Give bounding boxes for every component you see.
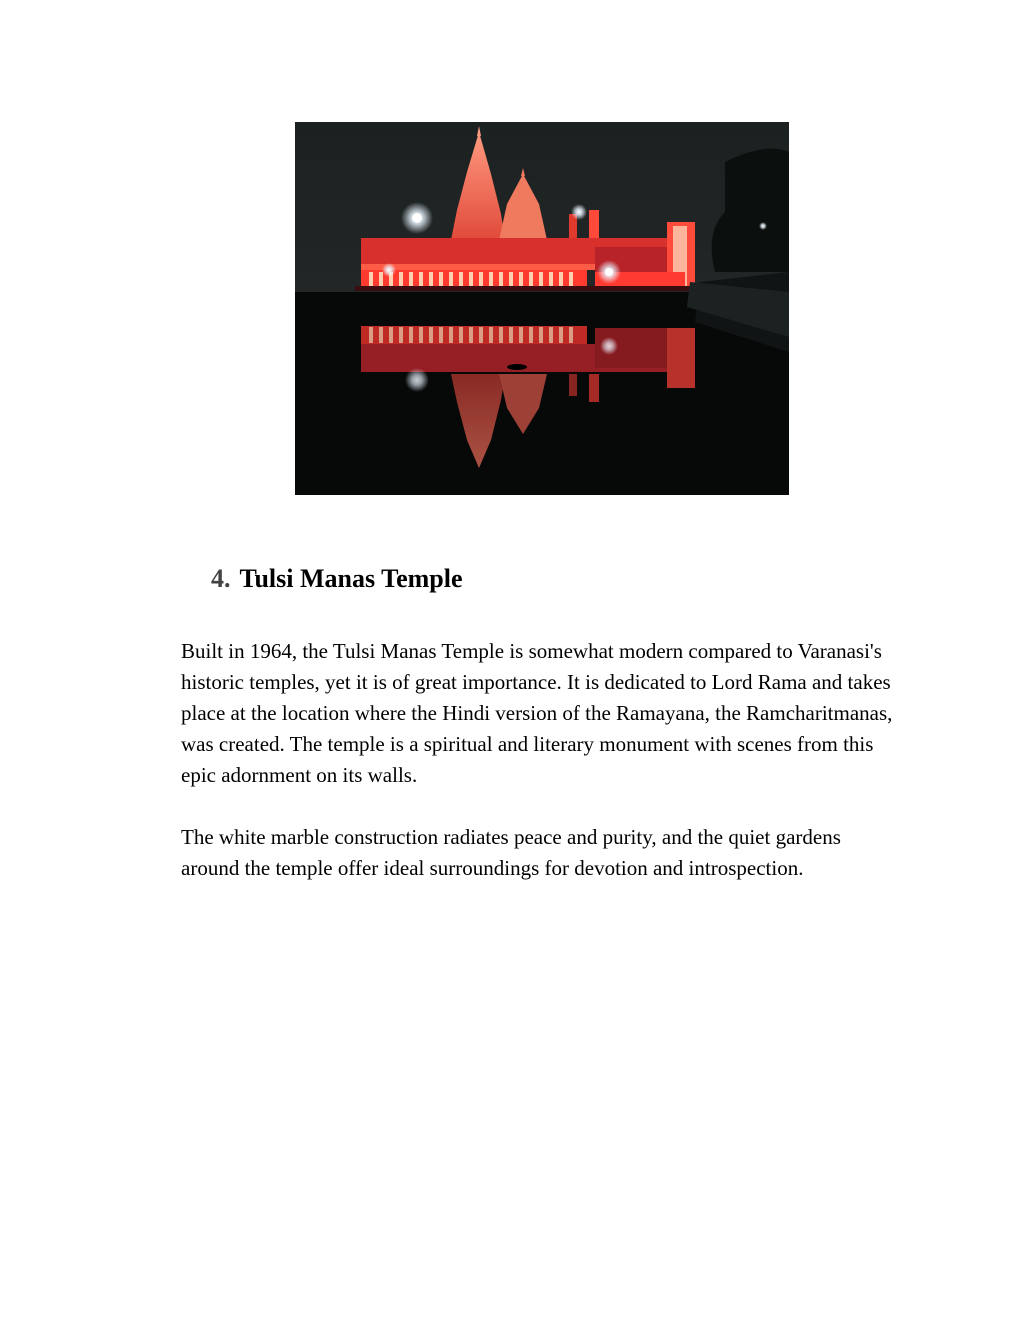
section-number: 4. xyxy=(211,564,231,593)
section-title: Tulsi Manas Temple xyxy=(239,564,463,593)
temple-photo xyxy=(295,122,789,495)
section-heading xyxy=(211,562,463,596)
paragraph-architecture: The white marble construction radiates peace and purity, and the quiet gardens around the temple offer ideal surroundings for devotion and introspection. xyxy=(181,825,841,880)
paragraph-history: Built in 1964, the Tulsi Manas Temple is somewhat modern compared to Varanasi's historic temples, yet it is of great importance. It is dedicated to Lord Rama and takes place at the location where the Hindi version of the Ramayana, the Ramcharitmanas, was created. The temple is a spiritual and literary monument with scenes from this epic adornment on its walls. xyxy=(181,639,893,787)
